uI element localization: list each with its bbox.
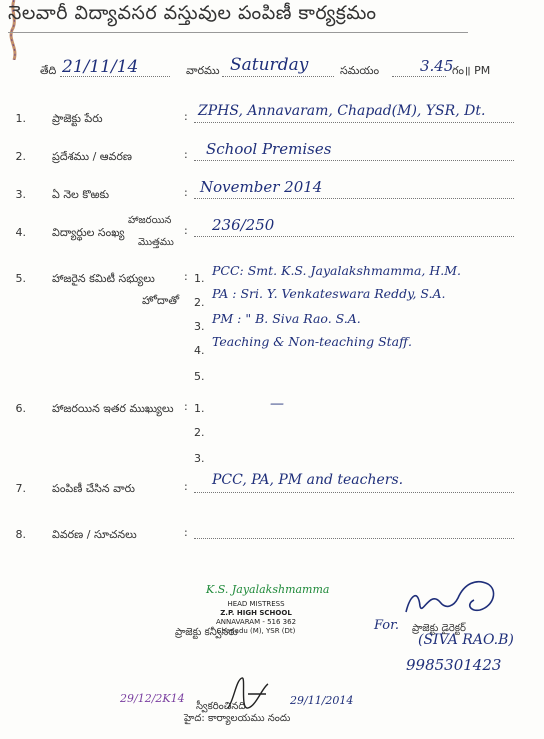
colon: :	[184, 526, 188, 539]
row-number: 5.	[15, 272, 26, 285]
colon: :	[184, 270, 188, 283]
row-dots	[194, 160, 514, 161]
month-label: ఏ నెల కొఱకు	[52, 188, 110, 201]
director-label: ప్రాజెక్టు డైరెక్టర్	[412, 623, 466, 634]
time-label: సమయం	[340, 64, 380, 77]
students-value: 236/250	[212, 216, 275, 234]
distributed-label: పంపిణీ చేసిన వారు	[52, 482, 135, 495]
director-name: (SIVA RAO.B)	[418, 632, 514, 648]
day-dots	[222, 76, 334, 77]
committee-member: Teaching & Non-teaching Staff.	[212, 334, 412, 349]
students-label: విద్యార్థుల సంఖ్య	[52, 226, 125, 239]
date-label: తేది	[40, 64, 57, 77]
hm-signature: K.S. Jayalakshmamma	[206, 583, 330, 596]
committee-label: హాజరైన కమిటీ సభ్యులు	[52, 272, 155, 285]
list-item-number: 1.	[194, 402, 205, 415]
committee-member: PM : " B. Siva Rao. S.A.	[212, 311, 361, 326]
row-number: 3.	[15, 188, 26, 201]
form-title: నెలవారీ విద్యావసర వస్తువుల పంపిణీ కార్యక్రమం	[8, 2, 377, 24]
students-total-label: మొత్తము	[138, 237, 174, 248]
time-value: 3.45	[420, 57, 454, 75]
row-dots	[194, 538, 514, 539]
date-value: 21/11/14	[62, 57, 139, 77]
receipt-date-2: 29/11/2014	[290, 694, 354, 707]
others-entry: —	[270, 396, 284, 412]
place-label: ప్రదేశము / ఆవరణ	[52, 150, 132, 163]
month-value: November 2014	[200, 178, 323, 196]
students-present-label: హాజరయిన	[128, 215, 172, 226]
day-label: వారము	[186, 64, 220, 77]
time-dots	[392, 76, 446, 77]
colon: :	[184, 186, 188, 199]
time-unit: గం॥ PM	[452, 64, 491, 77]
row-dots	[194, 122, 514, 123]
committee-member: PCC: Smt. K.S. Jayalakshmamma, H.M.	[212, 263, 462, 278]
convener-label: ప్రాజెక్టు కన్వీనరు	[175, 627, 238, 638]
row-dots	[194, 236, 514, 237]
stamp-line-4: Chapadu (M), YSR (Dt)	[216, 627, 296, 635]
colon: :	[184, 148, 188, 161]
receiver-label: స్వీకరించినది	[196, 701, 246, 712]
row-dots	[194, 492, 514, 493]
title-underline	[8, 32, 468, 33]
place-value: School Premises	[206, 140, 332, 158]
list-item-number: 4.	[194, 344, 205, 357]
stamp-line-3: ANNAVARAM - 516 362	[215, 618, 297, 626]
committee-member: PA : Sri. Y. Venkateswara Reddy, S.A.	[212, 286, 446, 301]
colon: :	[184, 400, 188, 413]
list-item-number: 3.	[194, 452, 205, 465]
list-item-number: 1.	[194, 272, 205, 285]
row-number: 7.	[15, 482, 26, 495]
stamp-line-1: HEAD MISTRESS	[227, 600, 285, 608]
row-number: 4.	[15, 226, 26, 239]
project-name-label: ప్రాజెక్టు పేరు	[52, 112, 103, 125]
project-name-value: ZPHS, Annavaram, Chapad(M), YSR, Dt.	[198, 103, 486, 119]
list-item-number: 3.	[194, 320, 205, 333]
others-label: హాజరయిన ఇతర ముఖ్యులు	[52, 402, 174, 415]
list-item-number: 2.	[194, 426, 205, 439]
day-value: Saturday	[230, 55, 309, 75]
receipt-date: 29/12/2K14	[120, 692, 185, 705]
colon: :	[184, 224, 188, 237]
distributed-value: PCC, PA, PM and teachers.	[212, 472, 404, 488]
for-label: For.	[374, 618, 400, 633]
row-dots	[194, 198, 514, 199]
office-label: హైద: కార్యాలయము నందు	[184, 713, 291, 724]
list-item-number: 2.	[194, 296, 205, 309]
director-phone: 9985301423	[406, 656, 502, 674]
director-signature	[400, 576, 504, 622]
list-item-number: 5.	[194, 370, 205, 383]
stamp-line-2: Z.P. HIGH SCHOOL	[220, 609, 292, 617]
row-number: 1.	[15, 112, 26, 125]
row-number: 6.	[15, 402, 26, 415]
colon: :	[184, 480, 188, 493]
remarks-label: వివరణ / సూచనలు	[52, 528, 137, 541]
row-number: 2.	[15, 150, 26, 163]
date-dots	[60, 76, 170, 77]
row-number: 8.	[15, 528, 26, 541]
colon: :	[184, 110, 188, 123]
committee-label-2: హోదాతో	[142, 294, 180, 307]
